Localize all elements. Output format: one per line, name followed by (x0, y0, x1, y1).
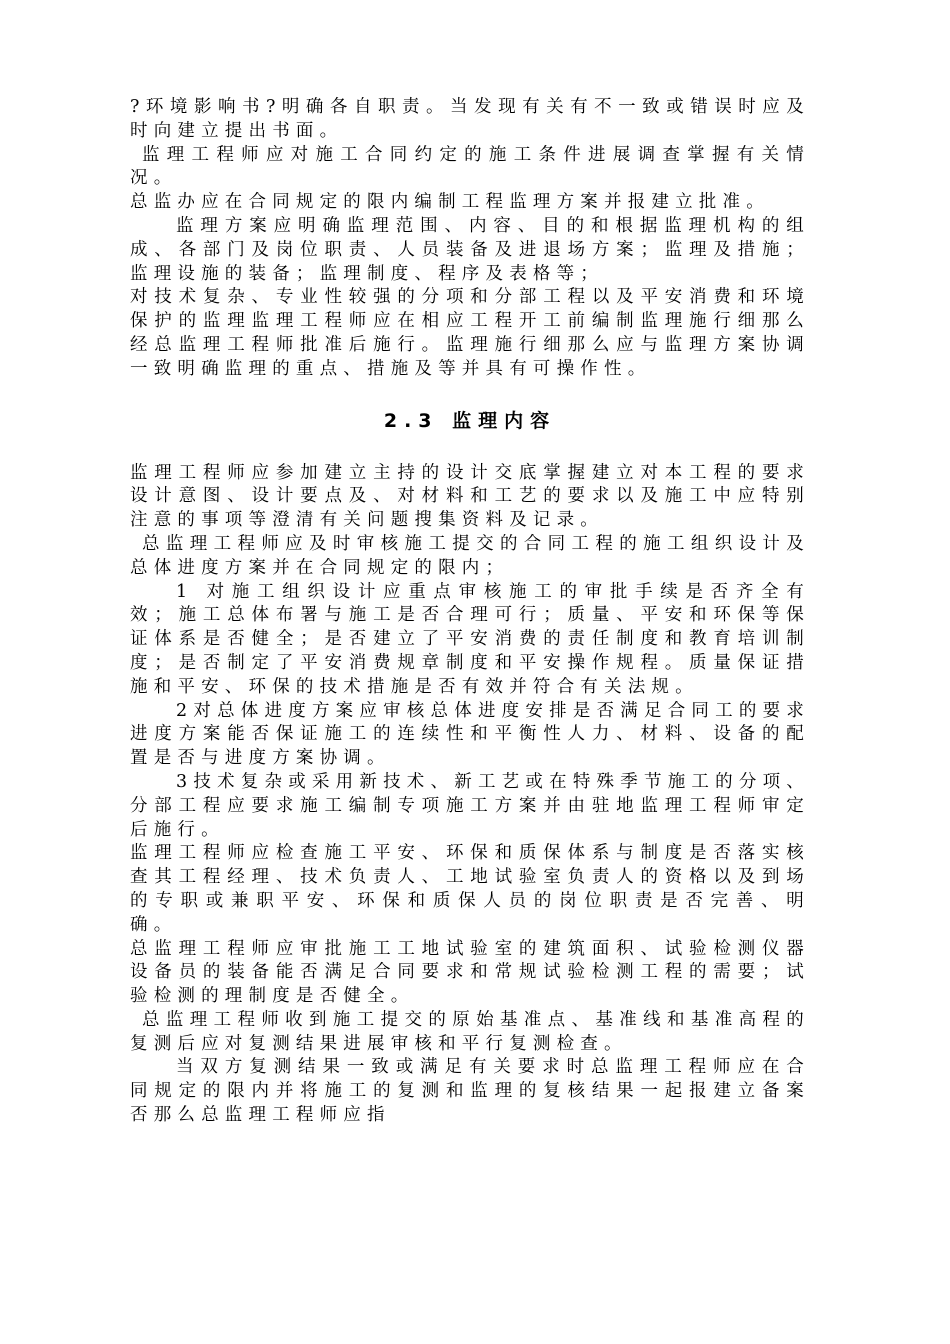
paragraph: 对技术复杂、专业性较强的分项和分部工程以及平安消费和环境保护的监理监理工程师应在相应工程开工前编制监理施行细那么经总监理工程师批准后施行。监理施行细那么应与监理方案协调一致明确监理的重点、措施及等并具有可操作性。 (130, 287, 810, 379)
paragraph: 监理工程师应对施工合同约定的施工条件进展调查掌握有关情况。 (130, 144, 810, 189)
paragraph: 监理方案应明确监理范围、内容、目的和根据监理机构的组成、各部门及岗位职责、人员装备及进退场方案；监理及措施；监理设施的装备；监理制度、程序及表格等； (130, 215, 810, 284)
paragraph: 总监理工程师应审批施工工地试验室的建筑面积、试验检测仪器设备员的装备能否满足合同要求和常规试验检测工程的需要；试验检测的理制度是否健全。 (130, 938, 810, 1007)
paragraph: 当双方复测结果一致或满足有关要求时总监理工程师应在合同规定的限内并将施工的复测和监理的复核结果一起报建立备案否那么总监理工程师应指 (130, 1057, 810, 1126)
paragraph: 监理工程师应检查施工平安、环保和质保体系与制度是否落实核查其工程经理、技术负责人、工地试验室负责人的资格以及到场的专职或兼职平安、环保和质保人员的岗位职责是否完善、明确。 (130, 843, 810, 935)
paragraph: 总监理工程师应及时审核施工提交的合同工程的施工组织设计及总体进度方案并在合同规定的限内； (130, 533, 810, 578)
section-after-heading (130, 462, 810, 1128)
paragraph: 总监办应在合同规定的限内编制工程监理方案并报建立批准。 (130, 192, 770, 213)
paragraph: 2对总体进度方案应审核总体进度安排是否满足合同工的要求进度方案能否保证施工的连续性和平衡性人力、材料、设备的配置是否与进度方案协调。 (130, 700, 810, 769)
paragraph: 1 对施工组织设计应重点审核施工的审批手续是否齐全有效；施工总体布署与施工是否合理可行；质量、平安和环保等保证体系是否健全；是否建立了平安消费的责任制度和教育培训制度；是否制定了平安消费规章制度和平安操作规程。质量保证措施和平安、环保的技术措施是否有效并符合有关法规。 (130, 581, 810, 697)
document-page (130, 96, 810, 1128)
paragraph: ?环境影响书?明确各自职责。当发现有关有不一致或错误时应及时向建立提出书面。 (130, 97, 810, 141)
paragraph: 监理工程师应参加建立主持的设计交底掌握建立对本工程的要求设计意图、设计要点及、对材料和工艺的要求以及施工中应特别注意的事项等澄清有关问题搜集资料及记录。 (130, 462, 810, 531)
section-heading: 2.3 监理内容 (383, 409, 557, 432)
section-before-heading (130, 96, 810, 382)
paragraph: 总监理工程师收到施工提交的原始基准点、基准线和基准高程的复测后应对复测结果进展审核和平行复测检查。 (130, 1009, 810, 1054)
paragraph: 3技术复杂或采用新技术、新工艺或在特殊季节施工的分项、分部工程应要求施工编制专项施工方案并由驻地监理工程师审定后施行。 (130, 771, 810, 840)
